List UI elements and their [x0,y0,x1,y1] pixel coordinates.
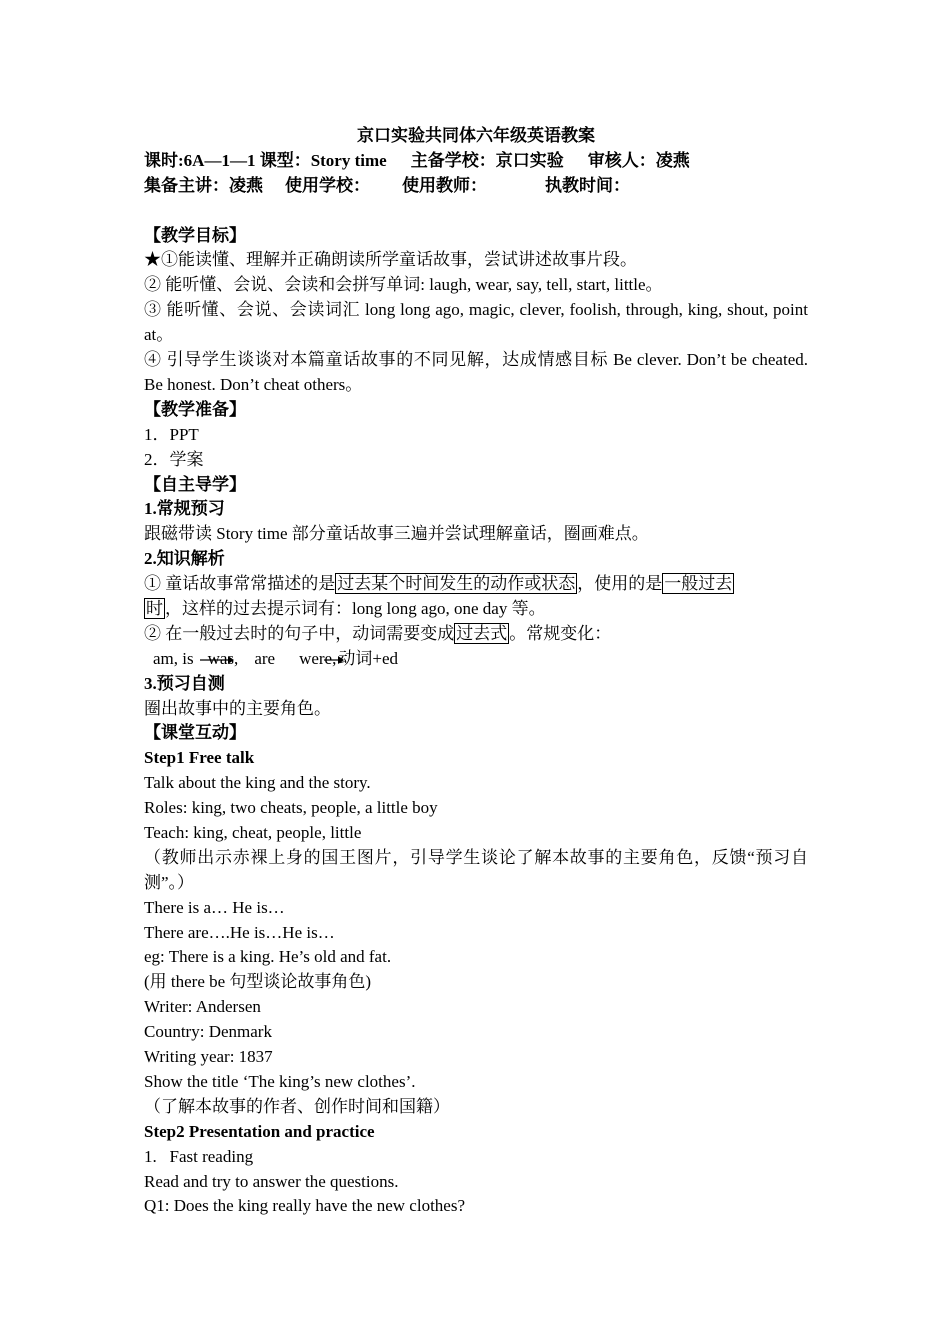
goal-2: ② 能听懂、会说、会读和会拼写单词: laugh, wear, say, tell, start, little。 [144,275,663,295]
self-test-title: 3.预习自测 [144,673,225,693]
knowledge-title: 2.知识解析 [144,549,225,569]
class-line: 1. Fast reading [144,1146,254,1166]
prep-heading: 【教学准备】 [144,399,246,419]
lesson-type: 课时:6A—1—1 课型：Story time [144,150,387,170]
teaching-time: 执教时间： [545,175,630,195]
goal-1: ★①能读懂、理解并正确朗读所学童话故事，尝试讲述故事片段。 [144,250,637,270]
class-line: (用 there be 句型谈论故事角色) [144,972,372,992]
self-test-text: 圈出故事中的主要角色。 [144,698,331,718]
verb-am-is: am, is [153,648,194,668]
meta-line-1 [144,149,808,174]
verb-regular: 动词+ed [338,648,398,668]
knowledge-line-3 [144,622,808,647]
goal-3: ③ 能听懂、会说、会读词汇 long long ago, magic, clever, foolish, through, king, shout, point at。 [144,300,808,345]
boxed-phrase: 一般过去 [664,574,733,594]
class-line: Writing year: 1837 [144,1047,273,1067]
knowledge-text: ，使用的是 [577,574,663,594]
verb-was: was, [207,648,239,668]
knowledge-line-1 [144,572,808,597]
step1-title: Step1 Free talk [144,748,255,768]
boxed-phrase: 过去式 [456,623,508,643]
class-line: There are….He is…He is… [144,922,335,942]
verb-change-row [144,647,808,672]
class-line: eg: There is a king. He’s old and fat. [144,947,392,967]
using-school: 使用学校： [285,175,370,195]
meta-line-2 [144,174,808,199]
class-line: Teach: king, cheat, people, little [144,823,362,842]
prep-item-2: 2．学案 [144,449,204,469]
class-line: There is a… He is… [144,897,285,917]
knowledge-line-2 [144,597,808,622]
class-line: Read and try to answer the questions. [144,1171,399,1191]
boxed-phrase: 时 [146,598,163,618]
goal-4: ④ 引导学生谈谈对本篇童话故事的不同见解，达成情感目标 Be clever. Don’t be cheated. Be honest. Don’t cheat others。 [144,350,808,394]
self-study-heading: 【自主导学】 [144,474,246,494]
lead-speaker: 集备主讲：凌燕 [144,175,263,195]
preview-text: 跟磁带读 Story time 部分童话故事三遍并尝试理解童话，圈画难点。 [144,524,649,544]
preview-title: 1.常规预习 [144,499,225,519]
document-title: 京口实验共同体六年级英语教案 [357,126,595,145]
verb-are: are [254,648,276,668]
knowledge-text: ，这样的过去提示词有：long long ago, one day 等。 [165,598,546,618]
class-line: Roles: king, two cheats, people, a little boy [144,798,438,818]
knowledge-text: ② 在一般过去时的句子中，动词需要变成 [144,623,455,643]
knowledge-text: ① 童话故事常常描述的是 [144,574,336,594]
knowledge-text: 。常规变化： [509,623,612,643]
class-line: Talk about the king and the story. [144,773,371,793]
document-page [144,124,808,1219]
class-line: Country: Denmark [144,1022,272,1042]
prep-item-1: 1．PPT [144,424,199,444]
using-teacher: 使用教师： [402,175,487,195]
reviewer: 审核人：凌燕 [587,150,690,170]
class-line: Q1: Does the king really have the new clothes? [144,1196,466,1216]
step2-title: Step2 Presentation and practice [144,1121,375,1141]
class-line: Show the title ‘The king’s new clothes’. [144,1071,416,1091]
verb-were: were, [299,648,337,668]
main-school: 主备学校：京口实验 [410,150,564,170]
class-line: Writer: Andersen [144,997,261,1017]
class-note: （了解本故事的作者、创作时间和国籍） [144,1096,450,1116]
boxed-phrase: 过去某个时间发生的动作或状态 [337,574,576,594]
class-heading: 【课堂互动】 [144,723,246,743]
goals-heading: 【教学目标】 [144,225,246,245]
class-note: （教师出示赤裸上身的国王图片，引导学生谈论了解本故事的主要角色，反馈“预习自测”。） [144,847,808,892]
spacer [144,199,808,224]
